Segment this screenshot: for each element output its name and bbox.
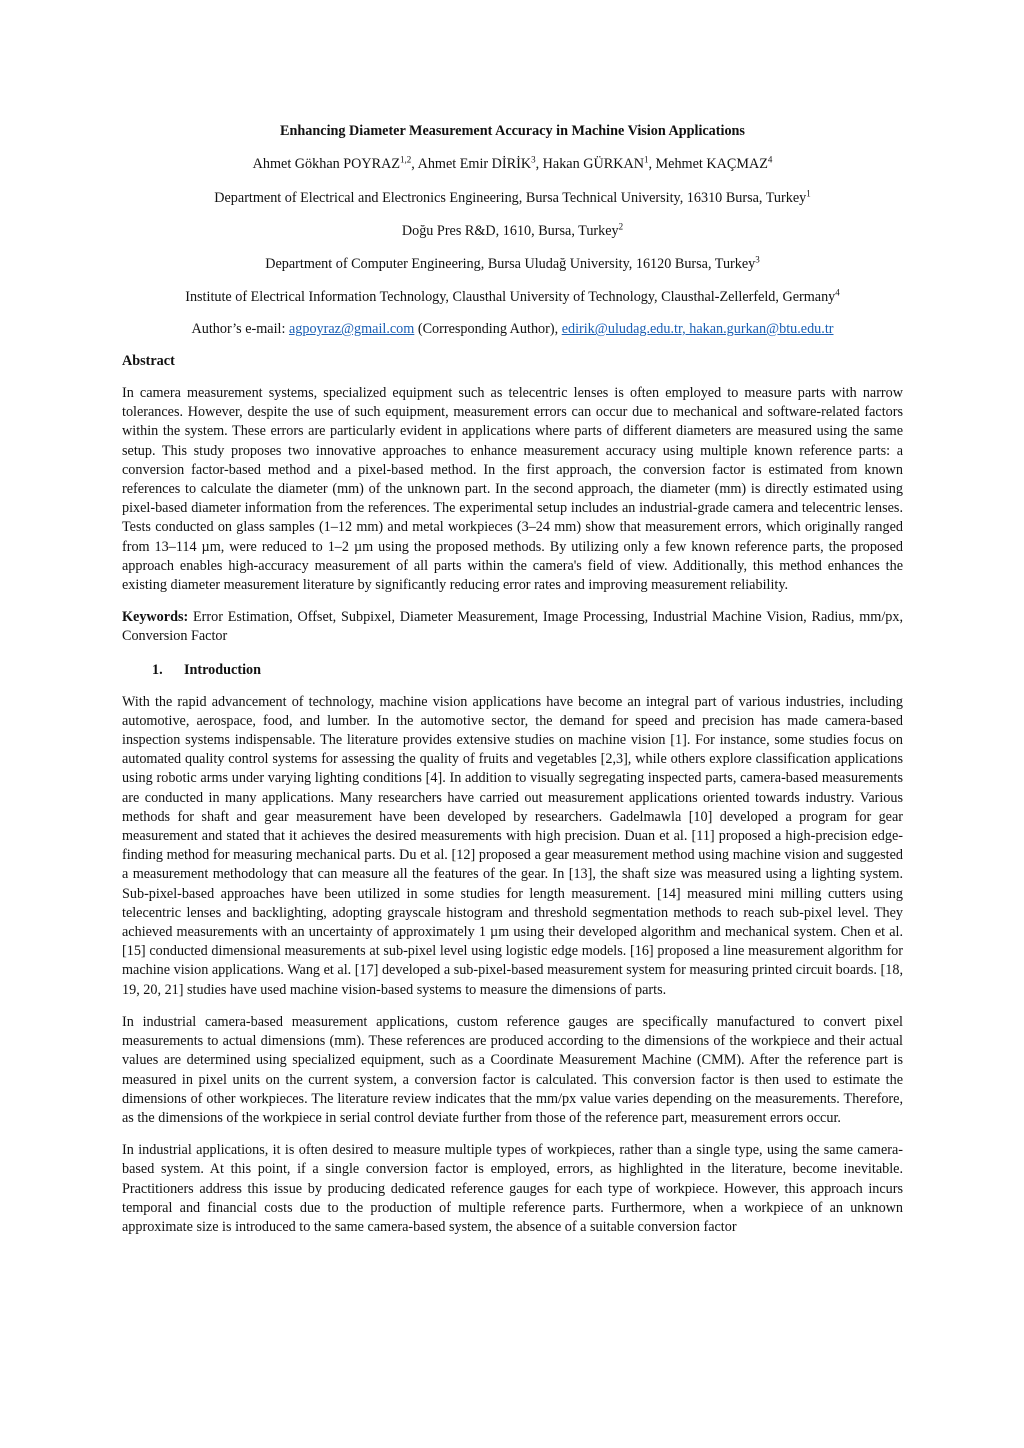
section-number: 1. — [152, 661, 163, 678]
abstract-paragraph: In camera measurement systems, specialized equipment such as telecentric lenses is often employed to measure parts with narrow tolerances. However, despite the use of such equipment, measurement errors can occur due to mechanical and software-related factors within the system. These errors are particularly evident in applications where parts of different diameters are measured using the same setup. This study proposes two innovative approaches to enhance measurement accuracy using multiple known reference parts: a conversion factor-based method and a pixel-based method. In the first approach, the conversion factor is estimated from known references to calculate the diameter (mm) of the unknown part. In the second approach, the diameter (mm) is directly estimated using pixel-based diameter information from the references. The experimental setup includes an industrial-grade camera and telecentric lenses. Tests conducted on glass samples (1–12 mm) and metal workpieces (3–24 mm) show that measurement errors, which originally ranged from 13–114 µm, were reduced to 1–2 µm using the proposed methods. By utilizing only a few known reference parts, the proposed approach enables high-accuracy measurement of all parts within the camera's field of view. Additionally, this method enhances the existing diameter measurement literature by significantly reducing error rates and improving measurement reliability. — [122, 385, 903, 594]
affiliation-text: Department of Electrical and Electronics Engineering, Bursa Technical University, 16310 Bursa, Turkey — [214, 190, 807, 206]
intro-paragraph: In industrial applications, it is often desired to measure multiple types of workpieces, rather than a single type, using the same camera-based system. At this point, if a single conversion factor is employed, errors, as highlighted in the literature, become inevitable. Practitioners address this issue by producing dedicated reference gauges for each type of workpiece. However, this approach incurs temporal and financial costs due to the production of multiple reference parts. Furthermore, when a workpiece of an unknown approximate size is introduced to the same camera-based system, the absence of a suitable conversion factor — [122, 1142, 903, 1235]
author-affiliation-marker: 1,2 — [400, 154, 412, 165]
section-title: Introduction — [184, 661, 261, 678]
author-affiliation-marker: 1 — [643, 154, 649, 165]
affiliation-number: 3 — [755, 254, 760, 265]
abstract-heading: Abstract — [122, 353, 175, 369]
affiliation-number: 2 — [618, 221, 624, 232]
affiliation-line — [122, 221, 903, 241]
affiliation-line — [122, 188, 903, 208]
email-middle-text: (Corresponding Author), — [414, 321, 562, 337]
author-affiliation-marker: 4 — [767, 154, 773, 165]
intro-paragraph: With the rapid advancement of technology, machine vision applications have become an integral part of various industries, including automotive, aerospace, food, and lumber. In the automotive sector, the demand for speed and precision has made camera-based inspection systems indispensable. The literature provides extensive studies on machine vision [1]. For instance, some studies focus on automated quality control systems for assessing the quality of fruits and vegetables [2,3], while others explore classification applications using robotic arms under varying lighting conditions [4]. In addition to visually segregating inspected parts, camera-based measurements are conducted in many applications. Many researchers have carried out measurement applications oriented towards industry. Various methods for shaft and gear measurement have been developed by researchers. Gadelmawla [10] developed a program for gear measurement and stated that it achieves the desired measurements with high precision. Duan et al. [11] proposed a high-precision edge-finding method for measuring mechanical parts. Du et al. [12] proposed a gear measurement method using machine vision and suggested a measurement methodology that can measure all the features of the gear. In [13], the shaft size was measured using a lighting system. Sub-pixel-based approaches have been utilized in some studies for length measurement. [14] measured mini milling cutters using telecentric lenses and backlighting, adopting grayscale histogram and threshold segmentation methods to reach sub-pixel level. They achieved measurements with an uncertainty of approximately 1 µm using their developed algorithm and mechanical system. Chen et al. [15] conducted dimensional measurements at sub-pixel level using logistic edge models. [16] proposed a line measurement algorithm for machine vision applications. Wang et al. [17] developed a sub-pixel-based measurement system for measuring printed circuit boards. [18, 19, 20, 21] studies have used machine vision-based systems to measure the dimensions of parts. — [122, 693, 903, 998]
author-name: Hakan GÜRKAN — [542, 156, 644, 172]
affiliation-line — [122, 287, 903, 307]
author-email-line — [122, 319, 903, 339]
keywords-list: Error Estimation, Offset, Subpixel, Diameter Measurement, Image Processing, Industrial Machine Vision, Radius, mm/px, Conversion Factor — [122, 609, 903, 645]
paper-page — [122, 112, 903, 1237]
author-affiliation-marker: 3 — [531, 154, 536, 165]
affiliation-text: Department of Computer Engineering, Bursa Uludağ University, 16120 Bursa, Turkey — [265, 256, 756, 272]
corresponding-email-link[interactable]: agpoyraz@gmail.com — [288, 321, 415, 337]
affiliation-number: 1 — [806, 188, 811, 199]
keywords-paragraph — [122, 608, 903, 646]
keywords-label: Keywords: — [122, 609, 189, 626]
author-list: Ahmet Gökhan POYRAZ$^{1,2}$, Ahmet Emir DİRİK$^3$, Hakan GÜRKAN$^1$, Mehmet KAÇMAZ$^4$ — [252, 154, 773, 172]
affiliation-text: Institute of Electrical Information Technology, Clausthal University of Technology, Clausthal-Zellerfeld, Germany — [185, 289, 836, 305]
author-name: Ahmet Gökhan POYRAZ — [252, 156, 401, 172]
section-heading-introduction — [152, 660, 903, 680]
author-name: Mehmet KAÇMAZ — [655, 156, 768, 172]
affiliation-number: 4 — [835, 287, 840, 298]
affiliation-line — [122, 254, 903, 274]
email-prefix: Author’s e-mail: — [191, 321, 289, 337]
affiliation-text: Doğu Pres R&D, 1610, Bursa, Turkey — [401, 223, 619, 239]
coauthor-email-link[interactable]: edirik@uludag.edu.tr, hakan.gurkan@btu.edu.tr — [561, 321, 834, 337]
intro-paragraph: In industrial camera-based measurement applications, custom reference gauges are specifically manufactured to convert pixel measurements to actual dimensions (mm). These references are produced according to the dimensions of the workpiece and their actual values are determined using specialized equipment, such as a Coordinate Measurement Machine (CMM). After the reference part is measured in pixel units on the current system, a conversion factor is calculated. This conversion factor is then used to estimate the dimensions of other workpieces. The literature review indicates that the mm/px value varies depending on the measurements. Therefore, as the dimensions of the workpiece in serial control deviate further from those of the reference part, measurement errors occur. — [122, 1013, 903, 1126]
author-name: Ahmet Emir DİRİK — [417, 156, 532, 172]
paper-title: Enhancing Diameter Measurement Accuracy in Machine Vision Applications — [280, 123, 745, 139]
